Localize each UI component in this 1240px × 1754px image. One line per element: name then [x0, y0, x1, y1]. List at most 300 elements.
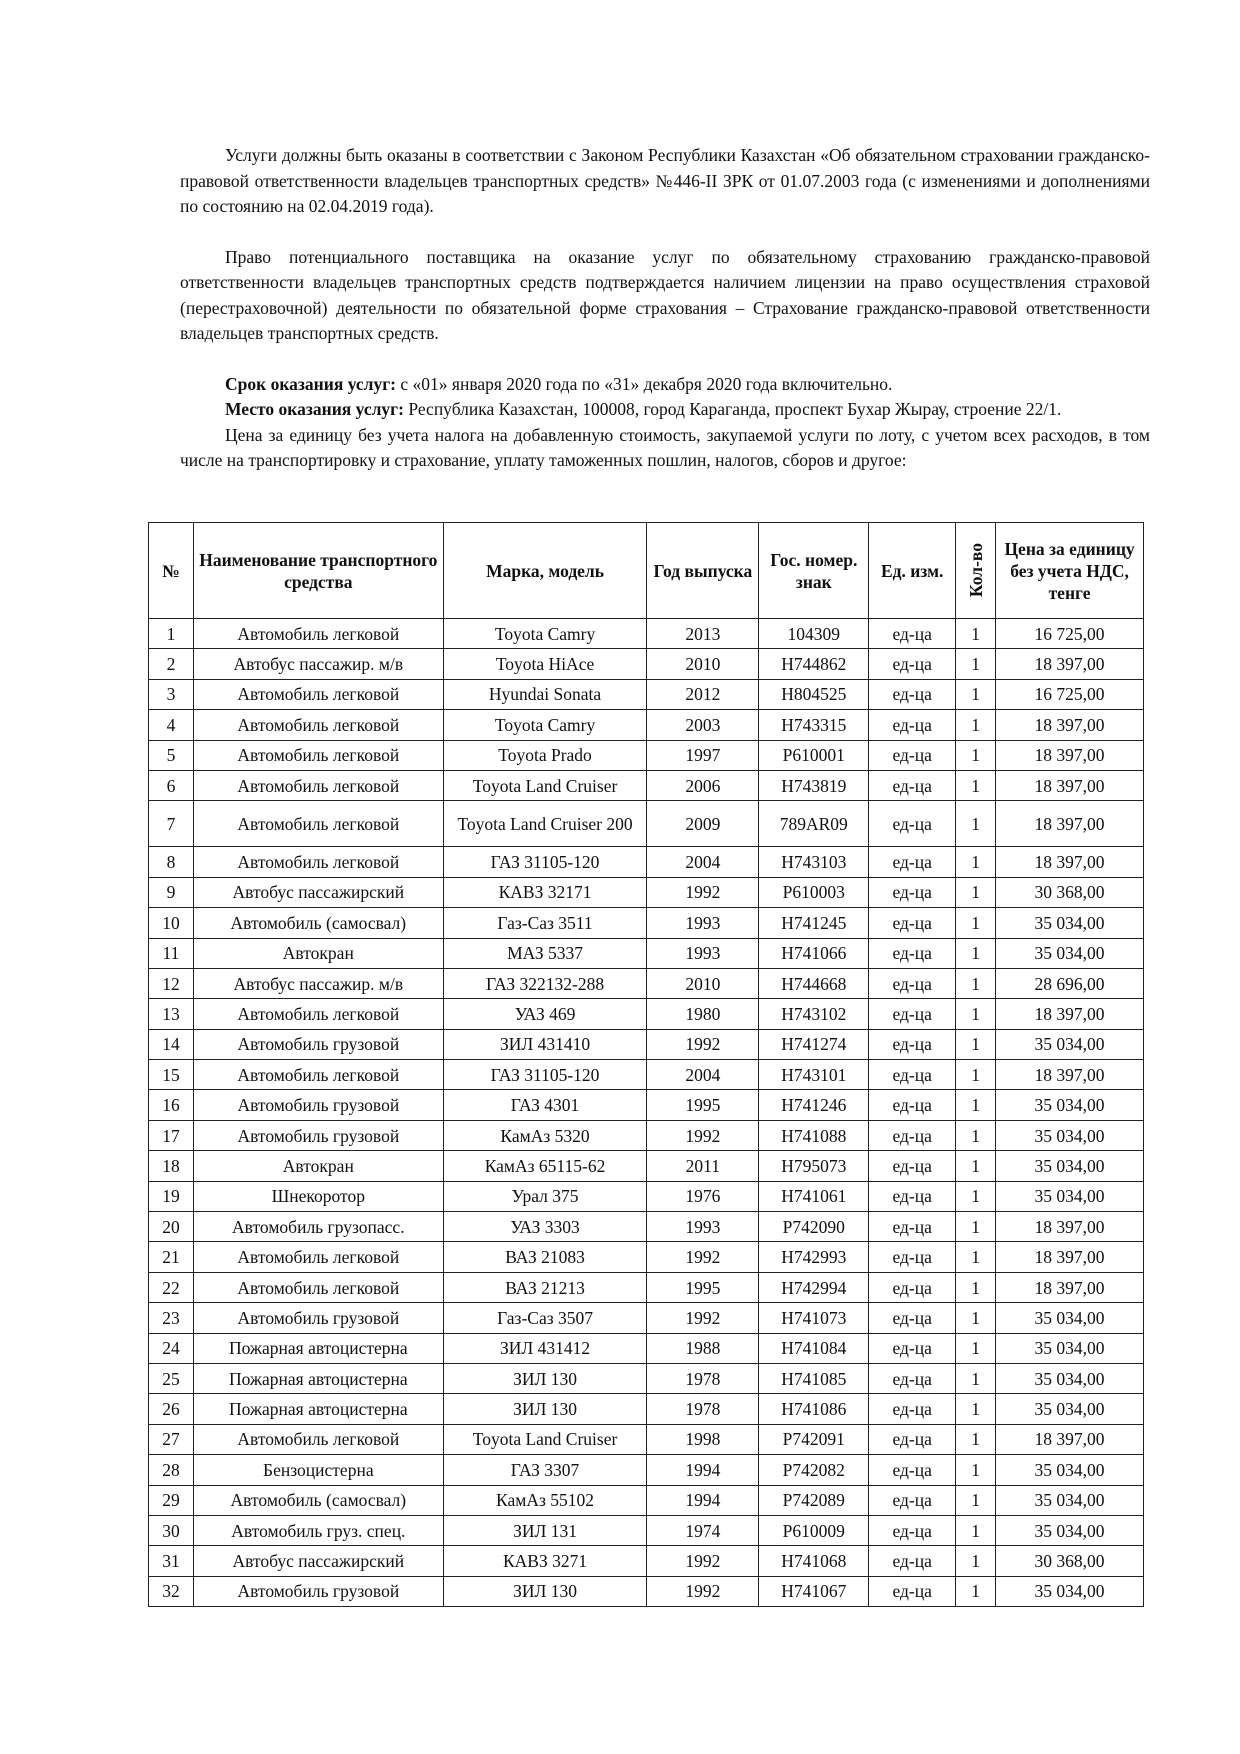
quantity-cell: 1: [956, 679, 996, 709]
vehicle-plate-cell: Н741245: [759, 908, 869, 938]
price-cell: 28 696,00: [996, 968, 1144, 998]
row-number-cell: 13: [149, 999, 194, 1029]
vehicle-year-cell: 1995: [647, 1272, 759, 1302]
row-number-cell: 3: [149, 679, 194, 709]
quantity-cell: 1: [956, 1090, 996, 1120]
price-cell: 18 397,00: [996, 847, 1144, 877]
vehicle-year-cell: 2004: [647, 847, 759, 877]
vehicle-year-cell: 2010: [647, 649, 759, 679]
quantity-cell: 1: [956, 1212, 996, 1242]
vehicle-year-cell: 1980: [647, 999, 759, 1029]
vehicle-name-cell: Автомобиль (самосвал): [193, 1485, 443, 1515]
unit-cell: ед-ца: [869, 1272, 956, 1302]
vehicle-plate-cell: Н741274: [759, 1029, 869, 1059]
vehicle-year-cell: 2013: [647, 619, 759, 649]
quantity-cell: 1: [956, 1303, 996, 1333]
row-number-cell: 15: [149, 1060, 194, 1090]
row-number-cell: 10: [149, 908, 194, 938]
vehicle-year-cell: 1993: [647, 908, 759, 938]
table-row: [149, 1424, 1144, 1454]
vehicle-plate-cell: Н744668: [759, 968, 869, 998]
quantity-cell: 1: [956, 877, 996, 907]
header-price: Цена за единицу без учета НДС, тенге: [996, 523, 1144, 619]
vehicle-year-cell: 1978: [647, 1394, 759, 1424]
unit-cell: ед-ца: [869, 1029, 956, 1059]
unit-cell: ед-ца: [869, 710, 956, 740]
quantity-cell: 1: [956, 1455, 996, 1485]
price-cell: 18 397,00: [996, 1242, 1144, 1272]
vehicle-model-cell: КамАз 65115-62: [443, 1151, 647, 1181]
price-cell: 18 397,00: [996, 801, 1144, 847]
quantity-cell: 1: [956, 908, 996, 938]
vehicle-plate-cell: Н743819: [759, 770, 869, 800]
price-cell: 35 034,00: [996, 938, 1144, 968]
price-cell: 35 034,00: [996, 1576, 1144, 1606]
unit-cell: ед-ца: [869, 740, 956, 770]
row-number-cell: 5: [149, 740, 194, 770]
vehicle-model-cell: ВАЗ 21213: [443, 1272, 647, 1302]
vehicle-plate-cell: Н742993: [759, 1242, 869, 1272]
price-cell: 35 034,00: [996, 1333, 1144, 1363]
vehicle-name-cell: Автомобиль грузовой: [193, 1120, 443, 1150]
row-number-cell: 30: [149, 1515, 194, 1545]
unit-cell: ед-ца: [869, 1090, 956, 1120]
vehicle-year-cell: 1992: [647, 877, 759, 907]
unit-cell: ед-ца: [869, 1424, 956, 1454]
vehicle-model-cell: Toyota Prado: [443, 740, 647, 770]
table-row: [149, 801, 1144, 847]
vehicle-year-cell: 1994: [647, 1485, 759, 1515]
table-row: [149, 1546, 1144, 1576]
price-cell: 18 397,00: [996, 999, 1144, 1029]
vehicle-model-cell: Hyundai Sonata: [443, 679, 647, 709]
vehicle-model-cell: УАЗ 3303: [443, 1212, 647, 1242]
quantity-cell: 1: [956, 1029, 996, 1059]
vehicle-model-cell: Toyota Camry: [443, 619, 647, 649]
quantity-cell: 1: [956, 1394, 996, 1424]
price-cell: 35 034,00: [996, 908, 1144, 938]
vehicle-plate-cell: Н741068: [759, 1546, 869, 1576]
law-paragraph: Услуги должны быть оказаны в соответствии с Законом Республики Казахстан «Об обязательном страховании гражданско-правовой ответственности владельцев транспортных средств» №446-II ЗРК от 01.07.2003 года (с изменениями и дополнениями по состоянию на 02.04.2019 года).: [180, 145, 1150, 216]
vehicle-year-cell: 2006: [647, 770, 759, 800]
quantity-cell: 1: [956, 968, 996, 998]
row-number-cell: 18: [149, 1151, 194, 1181]
unit-cell: ед-ца: [869, 938, 956, 968]
vehicle-name-cell: Автомобиль легковой: [193, 770, 443, 800]
vehicle-name-cell: Автомобиль легковой: [193, 710, 443, 740]
header-year: Год выпуска: [647, 523, 759, 619]
row-number-cell: 14: [149, 1029, 194, 1059]
table-row: [149, 1029, 1144, 1059]
unit-cell: ед-ца: [869, 1576, 956, 1606]
vehicle-model-cell: ЗИЛ 130: [443, 1363, 647, 1393]
vehicle-model-cell: ГАЗ 3307: [443, 1455, 647, 1485]
vehicle-year-cell: 1978: [647, 1363, 759, 1393]
price-cell: 16 725,00: [996, 619, 1144, 649]
row-number-cell: 29: [149, 1485, 194, 1515]
vehicle-year-cell: 2004: [647, 1060, 759, 1090]
vehicle-model-cell: КамАз 55102: [443, 1485, 647, 1515]
row-number-cell: 19: [149, 1181, 194, 1211]
quantity-cell: 1: [956, 1485, 996, 1515]
vehicle-plate-cell: Н741067: [759, 1576, 869, 1606]
service-place-text: Республика Казахстан, 100008, город Караганда, проспект Бухар Жырау, строение 22/1.: [403, 399, 1062, 419]
unit-cell: ед-ца: [869, 1181, 956, 1211]
vehicle-year-cell: 1992: [647, 1303, 759, 1333]
quantity-cell: 1: [956, 710, 996, 740]
table-row: [149, 1303, 1144, 1333]
unit-cell: ед-ца: [869, 679, 956, 709]
header-unit: Ед. изм.: [869, 523, 956, 619]
vehicle-model-cell: МАЗ 5337: [443, 938, 647, 968]
vehicle-year-cell: 1994: [647, 1455, 759, 1485]
license-paragraph: Право потенциального поставщика на оказание услуг по обязательному страхованию гражданско-правовой ответственности владельцев транспортных средств подтверждается наличием лицензии на право осуществления страховой (перестраховочной) деятельности по обязательной форме страхования – Страхование гражданско-правовой ответственности владельцев транспортных средств.: [180, 246, 1150, 343]
row-number-cell: 21: [149, 1242, 194, 1272]
vehicle-plate-cell: Н741066: [759, 938, 869, 968]
vehicle-plate-cell: Р742091: [759, 1424, 869, 1454]
table-row: [149, 740, 1144, 770]
row-number-cell: 2: [149, 649, 194, 679]
vehicle-name-cell: Автобус пассажир. м/в: [193, 649, 443, 679]
vehicle-plate-cell: Н741073: [759, 1303, 869, 1333]
vehicle-model-cell: ГАЗ 31105-120: [443, 847, 647, 877]
table-row: [149, 1272, 1144, 1302]
service-term-label: Срок оказания услуг:: [225, 373, 397, 394]
vehicle-plate-cell: Р610009: [759, 1515, 869, 1545]
unit-cell: ед-ца: [869, 908, 956, 938]
row-number-cell: 32: [149, 1576, 194, 1606]
unit-cell: ед-ца: [869, 1455, 956, 1485]
vehicle-year-cell: 1992: [647, 1029, 759, 1059]
table-row: [149, 1181, 1144, 1211]
vehicle-plate-cell: Н804525: [759, 679, 869, 709]
vehicles-table: [148, 522, 1144, 1607]
vehicle-plate-cell: 789AR09: [759, 801, 869, 847]
table-row: [149, 1242, 1144, 1272]
service-place: [180, 397, 1150, 423]
vehicle-name-cell: Автомобиль легковой: [193, 1272, 443, 1302]
unit-cell: ед-ца: [869, 1363, 956, 1393]
row-number-cell: 6: [149, 770, 194, 800]
row-number-cell: 1: [149, 619, 194, 649]
row-number-cell: 24: [149, 1333, 194, 1363]
header-qty: [956, 523, 996, 619]
price-cell: 35 034,00: [996, 1303, 1144, 1333]
row-number-cell: 11: [149, 938, 194, 968]
quantity-cell: 1: [956, 1181, 996, 1211]
vehicle-name-cell: Автомобиль легковой: [193, 679, 443, 709]
row-number-cell: 7: [149, 801, 194, 847]
table-row: [149, 1333, 1144, 1363]
vehicle-plate-cell: Н741086: [759, 1394, 869, 1424]
vehicle-model-cell: Toyota Land Cruiser: [443, 770, 647, 800]
unit-cell: ед-ца: [869, 619, 956, 649]
price-cell: 18 397,00: [996, 740, 1144, 770]
vehicle-model-cell: Toyota Land Cruiser: [443, 1424, 647, 1454]
vehicle-year-cell: 1992: [647, 1576, 759, 1606]
table-row: [149, 710, 1144, 740]
vehicle-model-cell: ГАЗ 31105-120: [443, 1060, 647, 1090]
intro-text: [180, 143, 1150, 474]
price-cell: 18 397,00: [996, 649, 1144, 679]
vehicle-year-cell: 1992: [647, 1546, 759, 1576]
unit-cell: ед-ца: [869, 1333, 956, 1363]
unit-cell: ед-ца: [869, 1515, 956, 1545]
vehicle-year-cell: 1993: [647, 1212, 759, 1242]
vehicle-year-cell: 2011: [647, 1151, 759, 1181]
price-cell: 35 034,00: [996, 1090, 1144, 1120]
unit-cell: ед-ца: [869, 1485, 956, 1515]
price-cell: 35 034,00: [996, 1485, 1144, 1515]
vehicle-model-cell: ГАЗ 322132-288: [443, 968, 647, 998]
unit-cell: ед-ца: [869, 877, 956, 907]
vehicle-plate-cell: Н741085: [759, 1363, 869, 1393]
vehicle-name-cell: Шнекоротор: [193, 1181, 443, 1211]
row-number-cell: 16: [149, 1090, 194, 1120]
price-cell: 18 397,00: [996, 710, 1144, 740]
unit-cell: ед-ца: [869, 649, 956, 679]
vehicle-plate-cell: Р742090: [759, 1212, 869, 1242]
quantity-cell: 1: [956, 770, 996, 800]
price-cell: 18 397,00: [996, 1212, 1144, 1242]
vehicle-plate-cell: Н743103: [759, 847, 869, 877]
vehicle-model-cell: Toyota Camry: [443, 710, 647, 740]
vehicle-plate-cell: Р742089: [759, 1485, 869, 1515]
vehicle-year-cell: 1995: [647, 1090, 759, 1120]
quantity-cell: 1: [956, 1576, 996, 1606]
vehicle-model-cell: Газ-Саз 3511: [443, 908, 647, 938]
vehicle-name-cell: Автомобиль легковой: [193, 847, 443, 877]
quantity-cell: 1: [956, 1363, 996, 1393]
unit-cell: ед-ца: [869, 801, 956, 847]
vehicle-plate-cell: Н741246: [759, 1090, 869, 1120]
header-plate: Гос. номер. знак: [759, 523, 869, 619]
vehicle-name-cell: Автобус пассажирский: [193, 877, 443, 907]
vehicle-plate-cell: 104309: [759, 619, 869, 649]
row-number-cell: 22: [149, 1272, 194, 1302]
vehicle-model-cell: КАВЗ 32171: [443, 877, 647, 907]
price-cell: 30 368,00: [996, 877, 1144, 907]
unit-cell: ед-ца: [869, 1212, 956, 1242]
row-number-cell: 28: [149, 1455, 194, 1485]
quantity-cell: 1: [956, 1515, 996, 1545]
vehicle-name-cell: Пожарная автоцистерна: [193, 1394, 443, 1424]
vehicle-model-cell: Урал 375: [443, 1181, 647, 1211]
vehicle-name-cell: Автомобиль грузовой: [193, 1576, 443, 1606]
vehicle-name-cell: Автобус пассажир. м/в: [193, 968, 443, 998]
table-row: [149, 770, 1144, 800]
table-row: [149, 1394, 1144, 1424]
vehicle-name-cell: Автомобиль грузопасс.: [193, 1212, 443, 1242]
vehicle-model-cell: ВАЗ 21083: [443, 1242, 647, 1272]
table-row: [149, 908, 1144, 938]
header-qty-label: Кол-во: [965, 543, 986, 598]
row-number-cell: 4: [149, 710, 194, 740]
price-cell: 35 034,00: [996, 1455, 1144, 1485]
price-cell: 35 034,00: [996, 1363, 1144, 1393]
row-number-cell: 23: [149, 1303, 194, 1333]
table-row: [149, 877, 1144, 907]
vehicle-year-cell: 1993: [647, 938, 759, 968]
vehicle-model-cell: КамАз 5320: [443, 1120, 647, 1150]
vehicle-name-cell: Автомобиль грузовой: [193, 1090, 443, 1120]
table-row: [149, 619, 1144, 649]
vehicle-name-cell: Автомобиль (самосвал): [193, 908, 443, 938]
quantity-cell: 1: [956, 1151, 996, 1181]
vehicle-model-cell: ЗИЛ 130: [443, 1576, 647, 1606]
unit-cell: ед-ца: [869, 1120, 956, 1150]
table-row: [149, 999, 1144, 1029]
vehicle-plate-cell: Н742994: [759, 1272, 869, 1302]
price-cell: 18 397,00: [996, 770, 1144, 800]
table-row: [149, 1151, 1144, 1181]
quantity-cell: 1: [956, 999, 996, 1029]
quantity-cell: 1: [956, 1120, 996, 1150]
price-cell: 35 034,00: [996, 1515, 1144, 1545]
price-cell: 30 368,00: [996, 1546, 1144, 1576]
table-row: [149, 938, 1144, 968]
vehicle-plate-cell: Н744862: [759, 649, 869, 679]
vehicle-plate-cell: Н741084: [759, 1333, 869, 1363]
unit-cell: ед-ца: [869, 968, 956, 998]
vehicle-year-cell: 2012: [647, 679, 759, 709]
vehicle-name-cell: Автобус пассажирский: [193, 1546, 443, 1576]
table-header-row: [149, 523, 1144, 619]
quantity-cell: 1: [956, 1333, 996, 1363]
vehicle-model-cell: ГАЗ 4301: [443, 1090, 647, 1120]
service-term-text: с «01» января 2020 года по «31» декабря 2020 года включительно.: [396, 373, 893, 394]
table-body: [149, 619, 1144, 1607]
vehicle-name-cell: Автомобиль легковой: [193, 740, 443, 770]
table-row: [149, 679, 1144, 709]
vehicle-plate-cell: Р610001: [759, 740, 869, 770]
vehicle-year-cell: 1988: [647, 1333, 759, 1363]
unit-cell: ед-ца: [869, 847, 956, 877]
vehicle-year-cell: 1992: [647, 1242, 759, 1272]
vehicle-name-cell: Автомобиль легковой: [193, 1424, 443, 1454]
price-cell: 35 034,00: [996, 1120, 1144, 1150]
price-cell: 18 397,00: [996, 1272, 1144, 1302]
price-cell: 35 034,00: [996, 1151, 1144, 1181]
vehicle-model-cell: Газ-Саз 3507: [443, 1303, 647, 1333]
service-term: [180, 372, 1150, 398]
table-row: [149, 1515, 1144, 1545]
row-number-cell: 12: [149, 968, 194, 998]
table-row: [149, 649, 1144, 679]
table-row: [149, 1120, 1144, 1150]
price-cell: 35 034,00: [996, 1029, 1144, 1059]
vehicle-year-cell: 1998: [647, 1424, 759, 1454]
unit-cell: ед-ца: [869, 1546, 956, 1576]
vehicle-name-cell: Автомобиль легковой: [193, 999, 443, 1029]
table-row: [149, 1090, 1144, 1120]
quantity-cell: 1: [956, 1272, 996, 1302]
vehicle-name-cell: Бензоцистерна: [193, 1455, 443, 1485]
row-number-cell: 17: [149, 1120, 194, 1150]
header-model: Марка, модель: [443, 523, 647, 619]
quantity-cell: 1: [956, 801, 996, 847]
unit-cell: ед-ца: [869, 770, 956, 800]
table-row: [149, 1212, 1144, 1242]
vehicle-name-cell: Пожарная автоцистерна: [193, 1363, 443, 1393]
price-cell: 18 397,00: [996, 1424, 1144, 1454]
unit-cell: ед-ца: [869, 999, 956, 1029]
vehicle-year-cell: 2003: [647, 710, 759, 740]
row-number-cell: 9: [149, 877, 194, 907]
vehicle-plate-cell: Н743101: [759, 1060, 869, 1090]
quantity-cell: 1: [956, 1546, 996, 1576]
price-cell: 18 397,00: [996, 1060, 1144, 1090]
vehicle-model-cell: ЗИЛ 131: [443, 1515, 647, 1545]
vehicle-plate-cell: Р742082: [759, 1455, 869, 1485]
vehicle-name-cell: Автомобиль легковой: [193, 1060, 443, 1090]
vehicle-year-cell: 1992: [647, 1120, 759, 1150]
service-place-label: Место оказания услуг:: [225, 399, 404, 419]
table-row: [149, 1485, 1144, 1515]
vehicle-name-cell: Автокран: [193, 938, 443, 968]
table-row: [149, 1363, 1144, 1393]
header-num: №: [149, 523, 194, 619]
vehicle-model-cell: УАЗ 469: [443, 999, 647, 1029]
quantity-cell: 1: [956, 938, 996, 968]
row-number-cell: 20: [149, 1212, 194, 1242]
row-number-cell: 8: [149, 847, 194, 877]
vehicle-year-cell: 2009: [647, 801, 759, 847]
quantity-cell: 1: [956, 740, 996, 770]
quantity-cell: 1: [956, 1424, 996, 1454]
table-row: [149, 847, 1144, 877]
vehicle-name-cell: Автомобиль легковой: [193, 1242, 443, 1272]
vehicle-name-cell: Пожарная автоцистерна: [193, 1333, 443, 1363]
vehicle-year-cell: 1974: [647, 1515, 759, 1545]
vehicle-name-cell: Автомобиль грузовой: [193, 1029, 443, 1059]
unit-cell: ед-ца: [869, 1394, 956, 1424]
row-number-cell: 25: [149, 1363, 194, 1393]
quantity-cell: 1: [956, 847, 996, 877]
vehicle-model-cell: ЗИЛ 130: [443, 1394, 647, 1424]
vehicle-model-cell: КАВЗ 3271: [443, 1546, 647, 1576]
price-cell: 16 725,00: [996, 679, 1144, 709]
vehicle-year-cell: 1976: [647, 1181, 759, 1211]
vehicle-model-cell: Toyota HiAce: [443, 649, 647, 679]
unit-cell: ед-ца: [869, 1060, 956, 1090]
vehicle-plate-cell: Р610003: [759, 877, 869, 907]
table-row: [149, 1455, 1144, 1485]
quantity-cell: 1: [956, 619, 996, 649]
vehicle-year-cell: 2010: [647, 968, 759, 998]
unit-cell: ед-ца: [869, 1242, 956, 1272]
vehicle-name-cell: Автомобиль грузовой: [193, 1303, 443, 1333]
row-number-cell: 26: [149, 1394, 194, 1424]
vehicle-model-cell: Toyota Land Cruiser 200: [443, 801, 647, 847]
vehicle-model-cell: ЗИЛ 431410: [443, 1029, 647, 1059]
table-row: [149, 968, 1144, 998]
vehicle-plate-cell: Н743102: [759, 999, 869, 1029]
vehicle-name-cell: Автомобиль груз. спец.: [193, 1515, 443, 1545]
vehicle-name-cell: Автомобиль легковой: [193, 619, 443, 649]
vehicle-year-cell: 1997: [647, 740, 759, 770]
row-number-cell: 27: [149, 1424, 194, 1454]
quantity-cell: 1: [956, 1060, 996, 1090]
unit-cell: ед-ца: [869, 1151, 956, 1181]
vehicle-plate-cell: Н741061: [759, 1181, 869, 1211]
vehicle-plate-cell: Н741088: [759, 1120, 869, 1150]
price-cell: 35 034,00: [996, 1181, 1144, 1211]
price-cell: 35 034,00: [996, 1394, 1144, 1424]
table-row: [149, 1576, 1144, 1606]
vehicle-plate-cell: Н743315: [759, 710, 869, 740]
vehicle-name-cell: Автомобиль легковой: [193, 801, 443, 847]
